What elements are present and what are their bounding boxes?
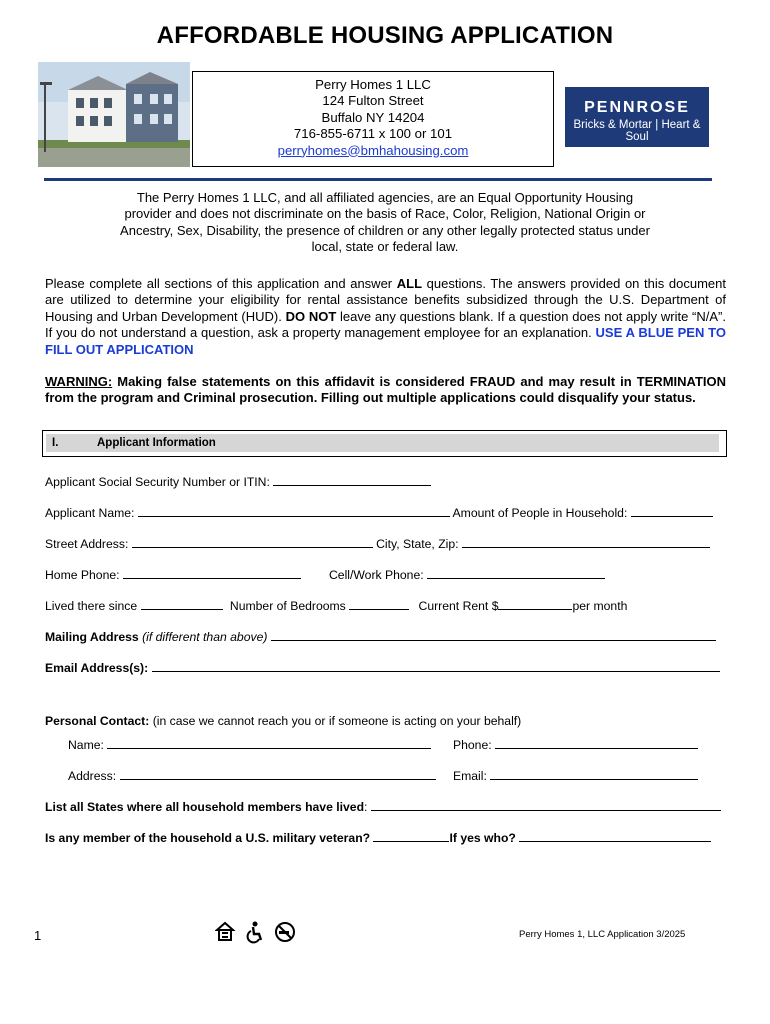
document-id: Perry Homes 1, LLC Application 3/2025	[519, 929, 686, 940]
instructions-text-3: leave any questions blank. If a question does not apply write “N/A”. If you do not understand a question, ask a property management employee for an explanation.	[45, 308, 726, 341]
email-label: Email Address(s):	[45, 661, 149, 675]
contact-box	[192, 71, 554, 167]
veteran-who-label: If yes who?	[449, 831, 516, 845]
household-label: Amount of People in Household:	[452, 506, 628, 520]
city-state-zip-input[interactable]	[462, 536, 710, 548]
instructions-paragraph	[45, 276, 726, 358]
rent-input[interactable]	[498, 598, 572, 610]
mailing-input[interactable]	[271, 629, 716, 641]
street-label: Street Address:	[45, 537, 129, 551]
name-row	[45, 505, 713, 520]
logo-name: PENNROSE	[584, 99, 690, 116]
pc-address-label: Address:	[68, 769, 117, 783]
pc-name-input[interactable]	[107, 737, 431, 749]
rent-label: Current Rent $	[418, 599, 499, 613]
cell-phone-label: Cell/Work Phone:	[329, 568, 424, 582]
phone-row	[45, 567, 301, 582]
section-number: I.	[52, 437, 59, 449]
street-row	[45, 536, 710, 551]
personal-contact-label: Personal Contact:	[45, 714, 150, 728]
per-month-label: per month	[572, 599, 628, 613]
ssn-input[interactable]	[273, 474, 431, 486]
logo-tagline: Bricks & Mortar | Heart & Soul	[573, 119, 701, 143]
equal-housing-icon	[217, 923, 233, 940]
pc-name-label: Name:	[68, 738, 104, 752]
applicant-name-label: Applicant Name:	[45, 506, 135, 520]
contact-street: 124 Fulton Street	[322, 93, 424, 109]
bedrooms-label: Number of Bedrooms	[229, 599, 346, 613]
contact-phone: 716-855-6711 x 100 or 101	[293, 126, 453, 142]
pc-phone-label: Phone:	[453, 738, 492, 752]
household-input[interactable]	[631, 505, 713, 517]
ssn-label: Applicant Social Security Number or ITIN:	[45, 475, 270, 489]
page-number: 1	[34, 928, 42, 943]
veteran-who-input[interactable]	[519, 830, 711, 842]
pc-address-row	[68, 768, 436, 783]
residence-row	[45, 598, 627, 613]
lived-since-input[interactable]	[141, 598, 223, 610]
warning-paragraph	[45, 374, 726, 407]
instructions-all: ALL	[396, 276, 423, 291]
ssn-row	[45, 474, 431, 489]
veteran-input[interactable]	[373, 830, 449, 842]
cell-phone-row	[329, 567, 605, 582]
home-phone-input[interactable]	[123, 567, 301, 579]
warning-text: Making false statements on this affidavit is considered FRAUD and may result in TERMINATION from the program and Criminal prosecution. Filling out multiple applications could disqualify your status.	[45, 374, 726, 406]
pc-phone-row	[453, 737, 698, 752]
veteran-label: Is any member of the household a U.S. military veteran?	[45, 831, 371, 845]
pc-phone-input[interactable]	[495, 737, 698, 749]
accessibility-icon	[248, 922, 261, 943]
veteran-row	[45, 830, 711, 845]
pennrose-logo	[565, 87, 709, 147]
header-divider	[44, 178, 712, 181]
home-phone-label: Home Phone:	[45, 568, 120, 582]
email-input[interactable]	[152, 660, 720, 672]
pc-address-input[interactable]	[120, 768, 436, 780]
states-label: List all States where all household members have lived	[45, 800, 365, 814]
personal-contact-row	[45, 714, 521, 728]
states-row	[45, 799, 721, 814]
lived-since-label: Lived there since	[45, 599, 138, 613]
instructions-text-2: questions. The answers provided on this document are utilized to determine your eligibility for rental assistance benefits subsidized through the U.S. Department of Housing and Urban Development (HUD).	[45, 276, 726, 324]
pc-email-row	[453, 768, 698, 783]
city-state-zip-label: City, State, Zip:	[376, 537, 459, 551]
mailing-label: Mailing Address	[45, 630, 139, 644]
mailing-row	[45, 629, 716, 644]
blue-pen-notice: USE A BLUE PEN TO FILL OUT APPLICATION	[45, 325, 726, 357]
street-input[interactable]	[132, 536, 373, 548]
no-smoking-icon	[276, 923, 294, 941]
building-photo	[38, 62, 190, 167]
section-title: Applicant Information	[97, 437, 216, 449]
page-title: AFFORDABLE HOUSING APPLICATION	[156, 22, 614, 49]
contact-email-link[interactable]: perryhomes@bmhahousing.com	[277, 142, 469, 158]
personal-contact-note: (in case we cannot reach you or if someone is acting on your behalf)	[152, 714, 522, 728]
contact-company: Perry Homes 1 LLC	[315, 77, 431, 92]
section-header	[46, 434, 719, 452]
email-row	[45, 660, 720, 675]
pc-email-input[interactable]	[490, 768, 698, 780]
pc-name-row	[68, 737, 431, 752]
instructions-do-not: DO NOT	[285, 308, 337, 324]
cell-phone-input[interactable]	[427, 567, 605, 579]
states-colon: :	[364, 800, 368, 814]
contact-city: Buffalo NY 14204	[321, 109, 425, 125]
states-input[interactable]	[371, 799, 721, 811]
pc-email-label: Email:	[453, 769, 487, 783]
mailing-note: (if different than above)	[142, 630, 268, 644]
bedrooms-input[interactable]	[349, 598, 409, 610]
instructions-text-1: Please complete all sections of this application and answer	[45, 276, 397, 291]
eeo-statement: The Perry Homes 1 LLC, and all affiliated agencies, are an Equal Opportunity Housing provider and does not discriminate on the basis of Race, Color, Religion, National Origin or Ancestry, Sex, Disability, the presence of children or any other legally protected status under local, state or federal law.	[120, 190, 650, 255]
warning-label: WARNING:	[45, 374, 113, 389]
applicant-name-input[interactable]	[138, 505, 450, 517]
footer-icons	[215, 920, 299, 944]
